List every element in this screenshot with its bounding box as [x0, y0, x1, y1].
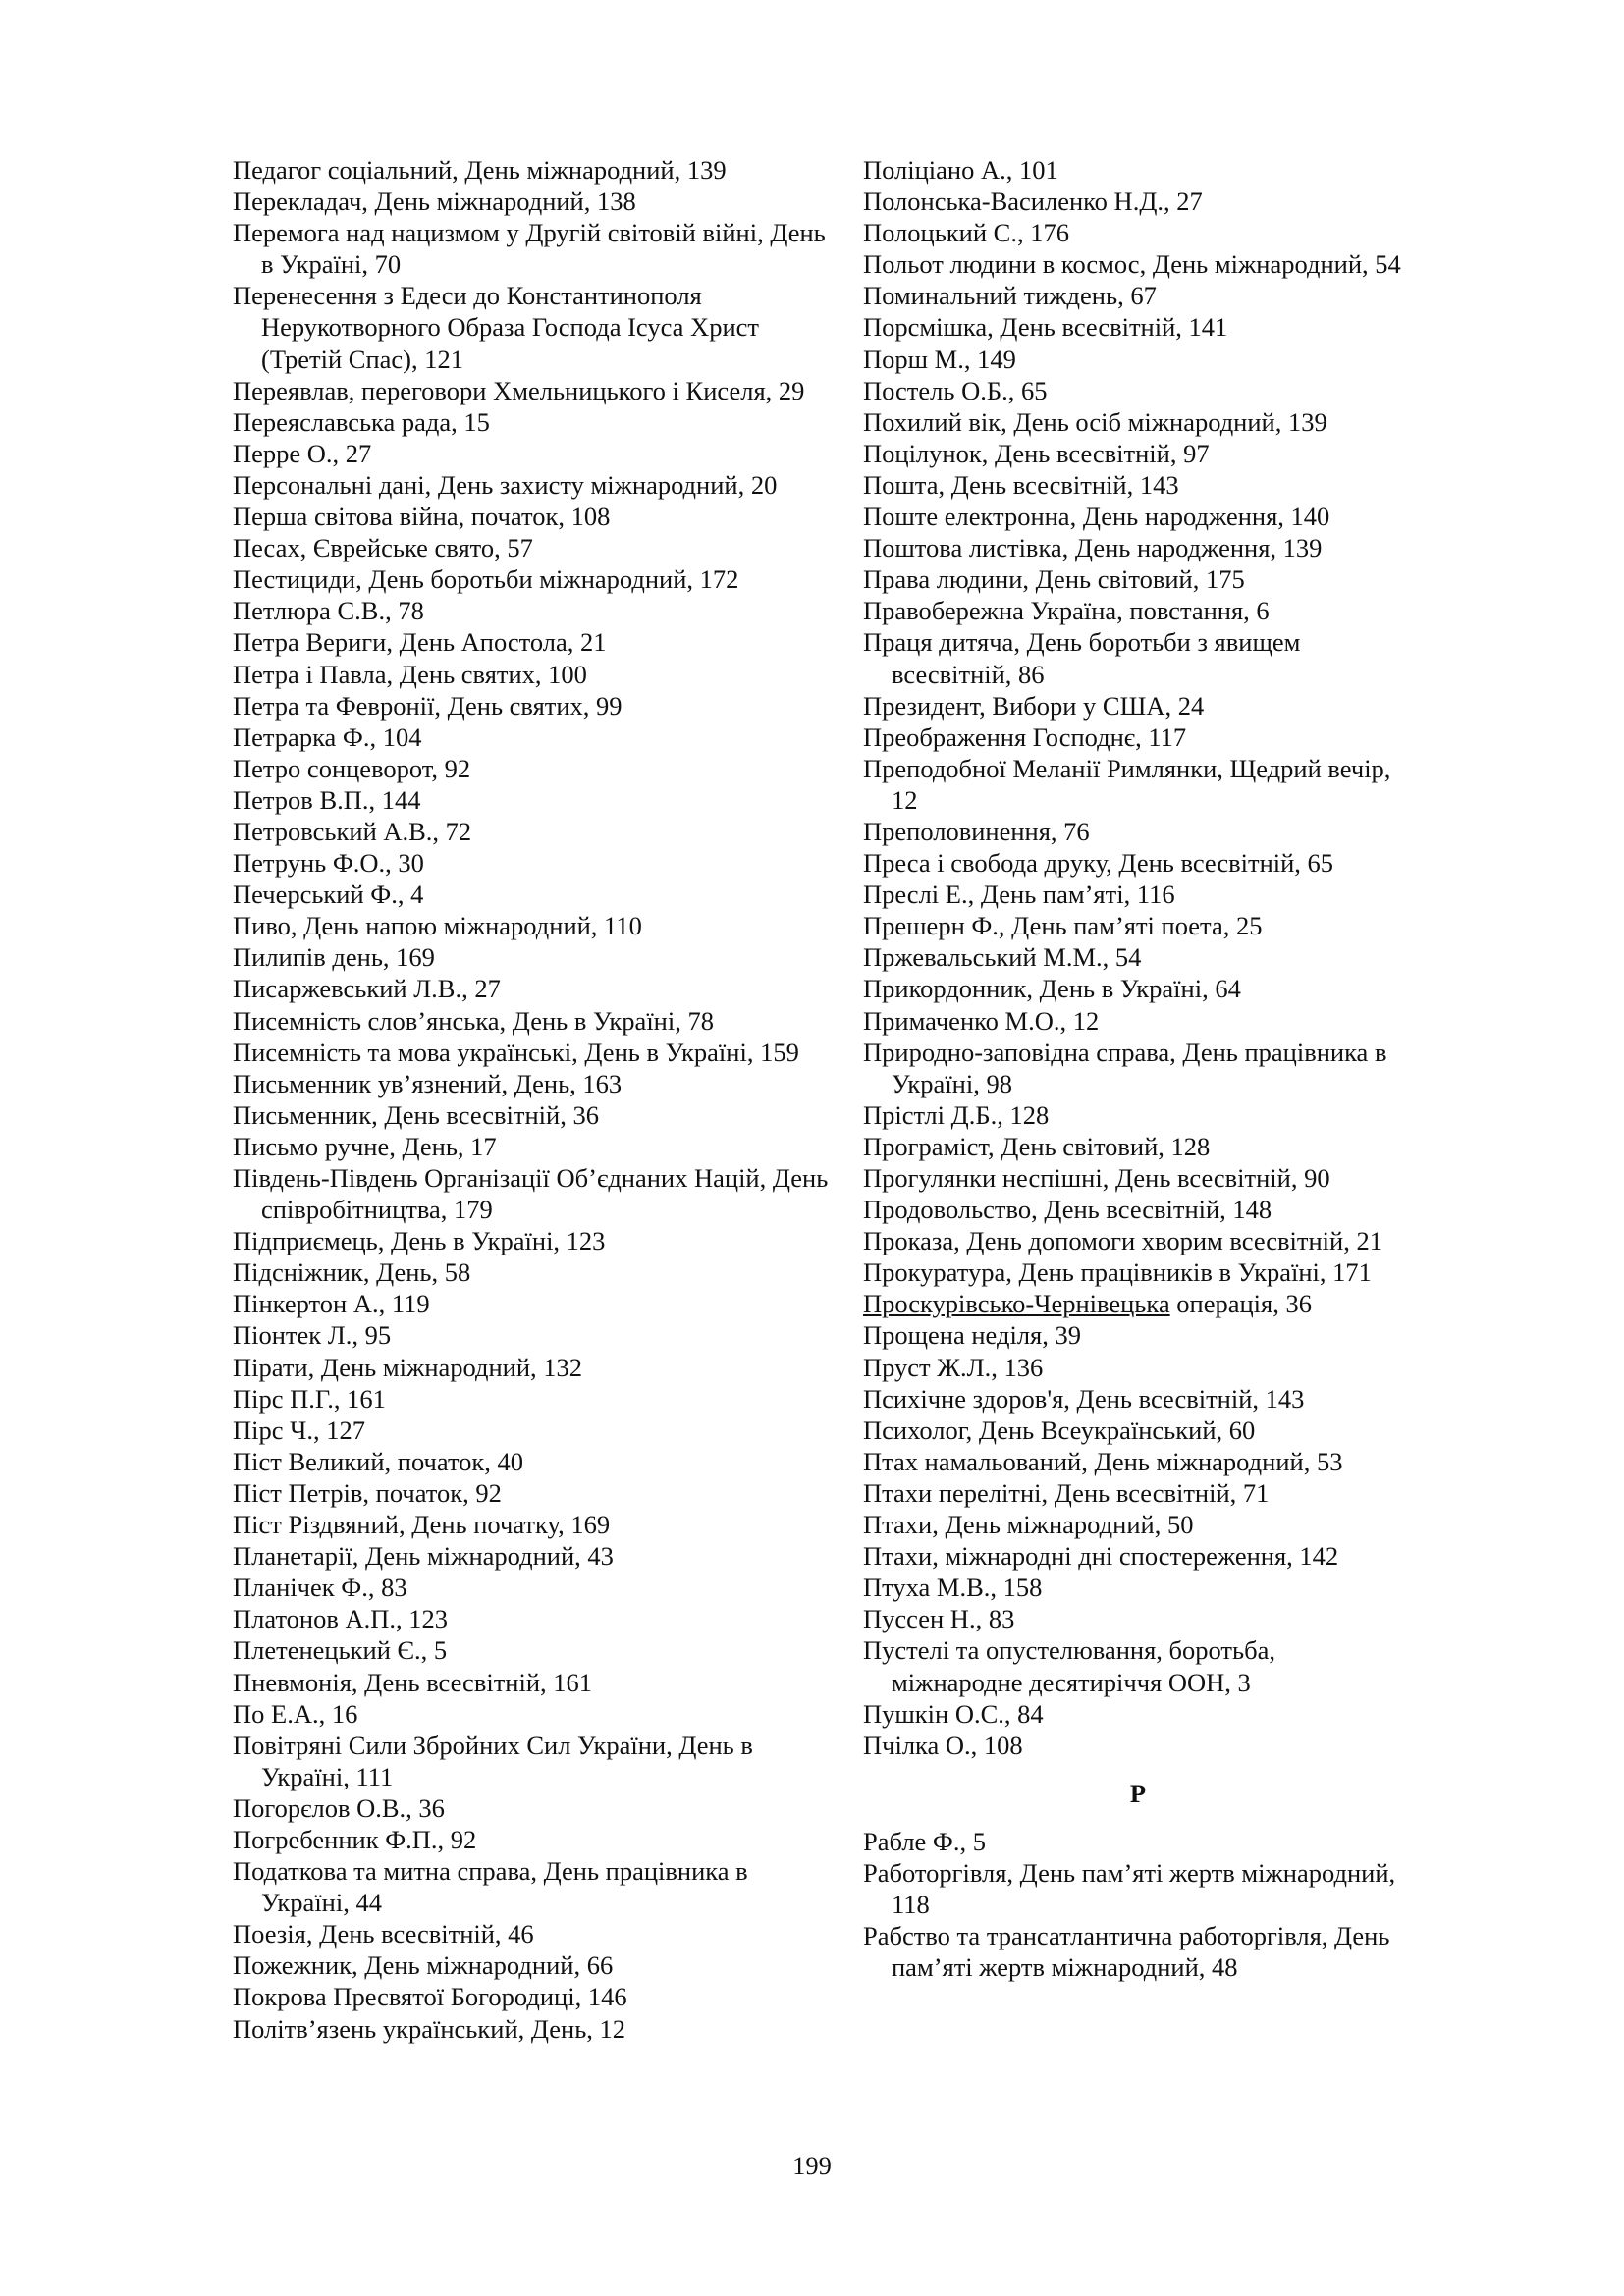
index-entry: Пчілка О., 108 — [863, 1730, 1023, 1760]
index-entry: Пустелі та опустелювання, боротьба, міжнародне десятиріччя ООН, 3 — [863, 1635, 1275, 1697]
index-entry: Польот людини в космос, День міжнародний, 54 — [863, 249, 1401, 280]
index-entry: Поліціано А., 101 — [863, 155, 1058, 185]
index-entry: Преса і свобода друку, День всесвітній, 65 — [863, 848, 1334, 879]
index-entry: Пилипів день, 169 — [233, 942, 435, 973]
index-entry: Печерський Ф., 4 — [233, 880, 424, 910]
index-entry: Преполовинення, 76 — [863, 816, 1090, 846]
index-entry: Порсмішка, День всесвітній, 141 — [863, 312, 1228, 343]
index-entry: Полонська-Василенко Н.Д., 27 — [863, 187, 1203, 217]
index-entry: Перекладач, День міжнародний, 138 — [233, 187, 636, 217]
index-entry: Похилий вік, День осіб міжнародний, 139 — [863, 406, 1327, 437]
index-entry: Перре О., 27 — [233, 438, 372, 468]
index-entry: Політв’язень український, День, 12 — [233, 2013, 626, 2044]
index-entry: Погорєлов О.В., 36 — [233, 1792, 445, 1823]
index-entry: Пруст Ж.Л., 136 — [863, 1352, 1044, 1382]
index-entry: Пожежник, День міжнародний, 66 — [233, 1950, 614, 1981]
index-entry: Природно-заповідна справа, День працівника в Україні, 98 — [863, 1037, 1387, 1098]
index-entry: Поцілунок, День всесвітній, 97 — [863, 438, 1210, 468]
index-entry: Пиво, День напою міжнародний, 110 — [233, 911, 642, 941]
index-entry: Правобережна Україна, повстання, 6 — [863, 596, 1270, 626]
page-number: 199 — [792, 2151, 832, 2180]
index-entry: Птахи перелітні, День всесвітній, 71 — [863, 1477, 1270, 1508]
index-entry: Петрарка Ф., 104 — [233, 721, 422, 752]
index-entry: Петлюра С.В., 78 — [233, 596, 424, 626]
index-entry: Петра Вериги, День Апостола, 21 — [233, 627, 607, 658]
index-entry: Проказа, День допомоги хворим всесвітній, 21 — [863, 1226, 1382, 1256]
index-entry: Прикордонник, День в Україні, 64 — [863, 974, 1241, 1004]
index-entry: Праця дитяча, День боротьби з явищем всесвітній, 86 — [863, 627, 1301, 689]
index-entry: Підприємець, День в Україні, 123 — [233, 1226, 606, 1256]
index-entry: Птах намальований, День міжнародний, 53 — [863, 1446, 1343, 1476]
index-entry: Платонов А.П., 123 — [233, 1604, 449, 1634]
index-entry: Примаченко М.О., 12 — [863, 1005, 1100, 1036]
index-entry: Податкова та митна справа, День працівника в Україні, 44 — [233, 1856, 748, 1918]
index-entry: Персональні дані, День захисту міжнародний, 20 — [233, 469, 778, 500]
index-entry: Преображення Господнє, 117 — [863, 721, 1187, 752]
index-entry-rest: операція, 36 — [1169, 1289, 1312, 1319]
index-entry: Планічек Ф., 83 — [233, 1573, 407, 1603]
index-entry: Пушкін О.С., 84 — [863, 1698, 1044, 1729]
index-entry: Петра і Павла, День святих, 100 — [233, 659, 587, 689]
index-entry: Піст Петрів, початок, 92 — [233, 1477, 502, 1508]
index-entry: Перемога над нацизмом у Другій світовій війні, День в Україні, 70 — [233, 218, 826, 280]
index-entry: Преподобної Меланії Римлянки, Щедрий вечір, 12 — [863, 753, 1391, 815]
index-entry: Поминальний тиждень, 67 — [863, 281, 1157, 311]
index-entry: Переявлав, переговори Хмельницького і Киселя, 29 — [233, 375, 805, 405]
index-entry: Птуха М.В., 158 — [863, 1573, 1043, 1603]
index-entry: Психічне здоров'я, День всесвітній, 143 — [863, 1383, 1305, 1414]
index-entry: Петра та Февронії, День святих, 99 — [233, 690, 623, 721]
index-entry: Переяславська рада, 15 — [233, 406, 490, 437]
index-entry: Покрова Пресвятої Богородиці, 146 — [233, 1982, 627, 2012]
index-entry: Перенесення з Едеси до Константинополя Нерукотворного Образа Господа Ісуса Христ (Третій Спас), 121 — [233, 281, 759, 374]
index-entry: Пошта, День всесвітній, 143 — [863, 469, 1179, 500]
section-letter: Р — [1129, 1778, 1147, 1808]
index-entry: Порш М., 149 — [863, 344, 1016, 374]
index-group-p — [863, 154, 1413, 1288]
index-entry: Підсніжник, День, 58 — [233, 1257, 471, 1288]
index-entry: Піст Великий, початок, 40 — [233, 1446, 524, 1476]
index-entry: Петро сонцеворот, 92 — [233, 753, 471, 783]
index-entry: Преслі Е., День пам’яті, 116 — [863, 880, 1175, 910]
index-entry: Поезія, День всесвітній, 46 — [233, 1919, 534, 1949]
index-entry: Планетарії, День міжнародний, 43 — [233, 1541, 614, 1572]
index-entry: Пуссен Н., 83 — [863, 1604, 1015, 1634]
index-entry: Писаржевський Л.В., 27 — [233, 974, 501, 1004]
index-entry: Права людини, День світовий, 175 — [863, 564, 1245, 595]
index-entry: Прогулянки неспішні, День всесвітній, 90 — [863, 1163, 1330, 1193]
index-entry: Рабство та трансатлантична работоргівля, День пам’яті жертв міжнародний, 48 — [863, 1921, 1390, 1983]
index-entry: Плетенецький Є., 5 — [233, 1635, 448, 1666]
index-entry: Прокуратура, День працівників в Україні, 171 — [863, 1257, 1372, 1288]
index-entry: Прістлі Д.Б., 128 — [863, 1099, 1050, 1130]
index-entry: Прешерн Ф., День пам’яті поета, 25 — [863, 911, 1263, 941]
index-group-p-tail — [863, 1319, 1413, 1760]
index-entry: Песах, Єврейське свято, 57 — [233, 533, 533, 563]
index-entry: Пневмонія, День всесвітній, 161 — [233, 1667, 593, 1697]
index-entry: Рабле Ф., 5 — [863, 1826, 986, 1856]
index-entry: Постель О.Б., 65 — [863, 375, 1048, 405]
index-entry: Продовольство, День всесвітній, 148 — [863, 1195, 1272, 1225]
index-entry: Письмо ручне, День, 17 — [233, 1131, 497, 1161]
index-entry: Письменник ув’язнений, День, 163 — [233, 1068, 623, 1098]
index-entry: Перша світова війна, початок, 108 — [233, 502, 611, 532]
index-entry: Прощена неділя, 39 — [863, 1320, 1081, 1351]
index-entry: Писемність та мова українські, День в Україні, 159 — [233, 1037, 799, 1067]
index-entry: Птахи, міжнародні дні спостереження, 142 — [863, 1541, 1339, 1572]
index-column-right — [863, 154, 1413, 1983]
index-column-left — [233, 154, 841, 2045]
index-entry: Пірати, День міжнародний, 132 — [233, 1352, 583, 1382]
index-entry: Письменник, День всесвітній, 36 — [233, 1099, 599, 1130]
index-entry: Поште електронна, День народження, 140 — [863, 502, 1330, 532]
index-entry: Президент, Вибори у США, 24 — [863, 690, 1205, 721]
index-group-r — [863, 1826, 1413, 1983]
index-entry: По Е.А., 16 — [233, 1698, 358, 1729]
index-entry: Програміст, День світовий, 128 — [863, 1131, 1211, 1161]
index-entry: Південь-Південь Організації Об’єднаних Націй, День співробітництва, 179 — [233, 1163, 829, 1225]
index-entry: Піст Різдвяний, День початку, 169 — [233, 1510, 611, 1540]
index-entry: Пірс Ч., 127 — [233, 1415, 365, 1445]
underlined-term: Проскурівсько-Чернівецька — [863, 1289, 1170, 1319]
index-entry: Петровський А.В., 72 — [233, 816, 472, 846]
index-entry: Работоргівля, День пам’яті жертв міжнародний, 118 — [863, 1857, 1396, 1919]
index-entry: Петров В.П., 144 — [233, 784, 421, 815]
index-entry: Полоцький С., 176 — [863, 218, 1069, 248]
index-entry: Пінкертон А., 119 — [233, 1289, 430, 1319]
index-entry — [863, 1288, 1413, 1319]
index-entry: Поштова листівка, День народження, 139 — [863, 533, 1323, 563]
index-entry: Піонтек Л., 95 — [233, 1320, 392, 1351]
index-entry: Повітряні Сили Збройних Сил України, День в Україні, 111 — [233, 1730, 753, 1791]
index-entry: Писемність слов’янська, День в Україні, 78 — [233, 1005, 714, 1036]
index-entry: Пірс П.Г., 161 — [233, 1383, 386, 1414]
index-entry: Педагог соціальний, День міжнародний, 139 — [233, 155, 727, 185]
index-entry: Пестициди, День боротьби міжнародний, 172 — [233, 564, 739, 595]
index-entry: Пржевальський М.М., 54 — [863, 942, 1142, 973]
index-entry: Психолог, День Всеукраїнський, 60 — [863, 1415, 1256, 1445]
index-entry: Петрунь Ф.О., 30 — [233, 848, 424, 879]
index-entry: Птахи, День міжнародний, 50 — [863, 1510, 1194, 1540]
index-entry: Погребенник Ф.П., 92 — [233, 1824, 477, 1854]
